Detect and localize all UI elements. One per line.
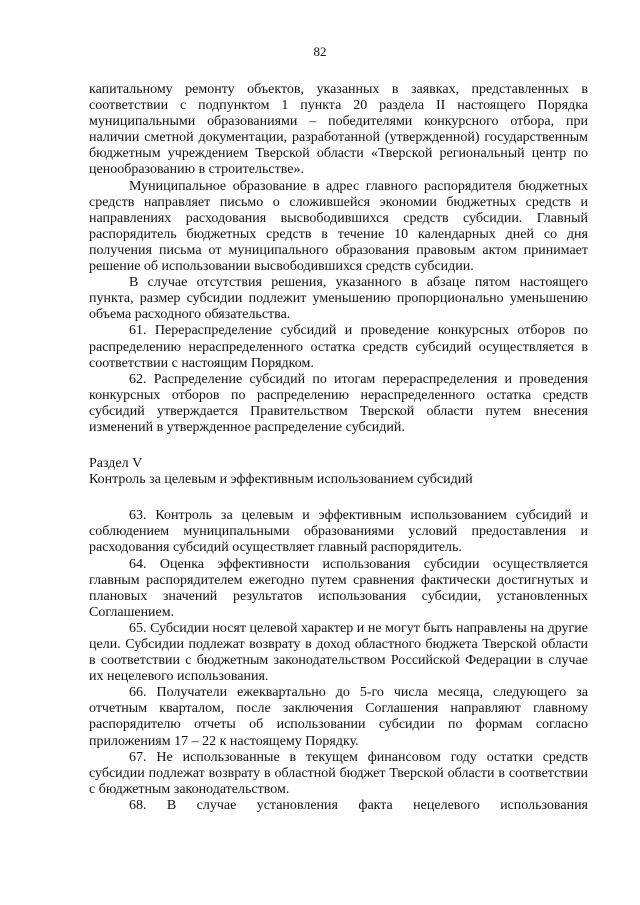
section-title: Контроль за целевым и эффективным использованием субсидий: [89, 472, 473, 488]
paragraph: Муниципальное образование в адрес главного распорядителя бюджетных средств направляет письмо о сложившейся экономии бюджетных средств и направлениях расходования высвободившихся средств субсидии. Главный распорядитель бюджетных средств в течение 10 календарных дней со дня получения письма от муниципального образования правовым актом принимает решение об использовании высвободившихся средств субсидии.: [89, 178, 588, 275]
paragraph-item-65: 65. Субсидии носят целевой характер и не могут быть направлены на другие цели. Субсидии подлежат возврату в доход областного бюджета Тверской области в соответствии с бюджетным законодательством Российской Федерации в случае их нецелевого использования.: [89, 620, 588, 685]
paragraph-item-67: 67. Не использованные в текущем финансовом году остатки средств субсидии подлежат возврату в областной бюджет Тверской области в соответствии с бюджетным законодательством.: [89, 749, 588, 797]
page-number: 82: [313, 44, 327, 59]
document-body: [89, 82, 588, 814]
paragraph: В случае отсутствия решения, указанного в абзаце пятом настоящего пункта, размер субсидии подлежит уменьшению пропорционально уменьшению объема расходного обязательства.: [89, 275, 588, 323]
paragraph-item-64: 64. Оценка эффективности использования субсидии осуществляется главным распорядителем ежегодно путем сравнения фактически достигнутых и плановых значений результатов использования субсидии, установленных Соглашением.: [89, 556, 588, 620]
paragraph-item-68: 68. В случае установления факта нецелевого использования: [129, 797, 588, 813]
spacer: [89, 436, 588, 456]
paragraph-item-63: 63. Контроль за целевым и эффективным использованием субсидий и соблюдением муниципальными образованиями условий предоставления и расходования субсидий осуществляет главный распорядитель.: [89, 508, 588, 556]
spacer: [89, 488, 588, 508]
paragraph-item-62: 62. Распределение субсидий по итогам перераспределения и проведения конкурсных отборов по распределению нераспределенного остатка средств субсидий утверждается Правительством Тверской области путем внесения изменений в утвержденное распределение субсидий.: [89, 371, 588, 435]
paragraph-item-66: 66. Получатели ежеквартально до 5-го числа месяца, следующего за отчетным кварталом, после заключения Соглашения направляют главному распорядителю отчеты об использовании субсидии по формам согласно приложениям 17 – 22 к настоящему Порядку.: [89, 685, 588, 749]
section-number: Раздел V: [89, 456, 143, 472]
paragraph-continuation: капитальному ремонту объектов, указанных в заявках, представленных в соответствии с подпунктом 1 пункта 20 раздела II настоящего Порядка муниципальными образованиями – победителями конкурсного отбора, при наличии сметной документации, разработанной (утвержденной) государственным бюджетным учреждением Тверской области «Тверской региональный центр по ценообразованию в строительстве».: [89, 82, 588, 178]
paragraph-item-61: 61. Перераспределение субсидий и проведение конкурсных отборов по распределению нераспределенного остатка средств субсидий осуществляется в соответствии с настоящим Порядком.: [89, 323, 588, 371]
